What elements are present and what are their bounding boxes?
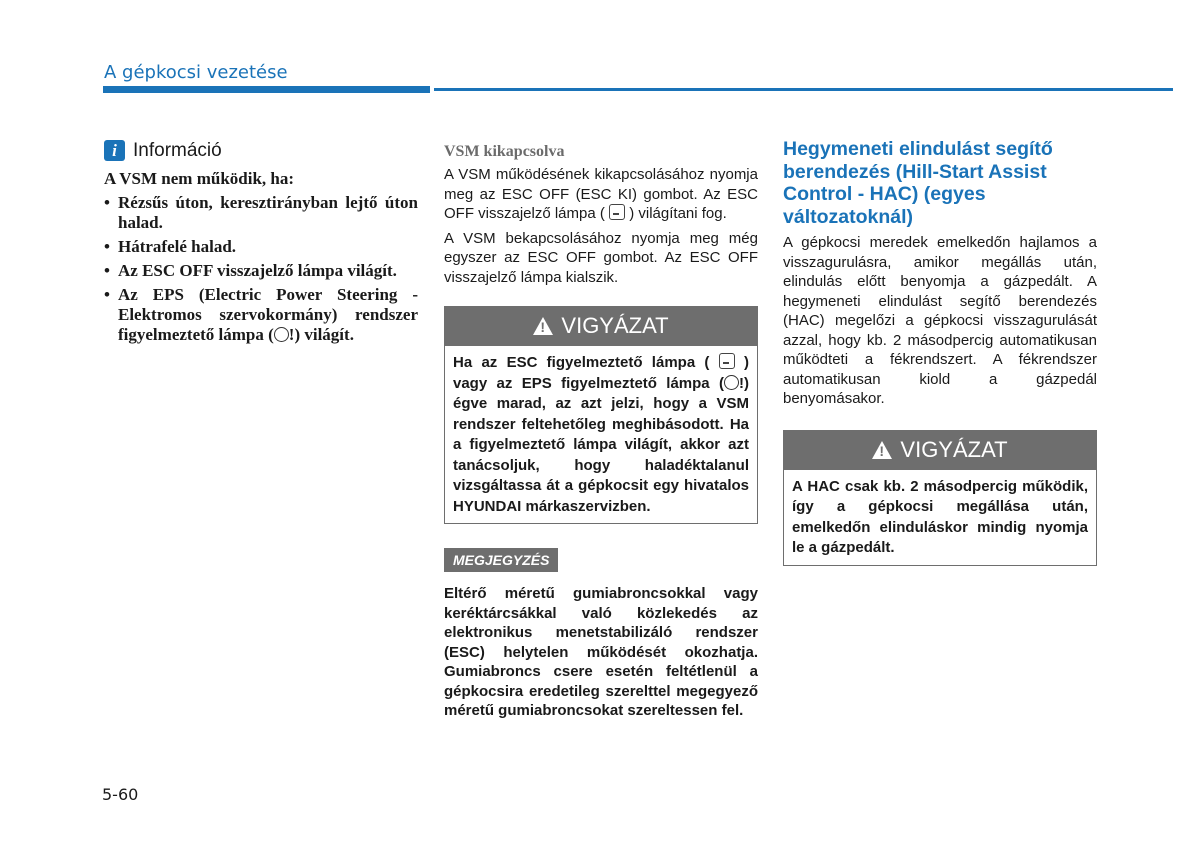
- page-number: 5-60: [102, 785, 139, 804]
- warning-text-part: ) égve marad, az azt jelzi, hogy a VSM rendszer feltehetőleg meghibásodott. Ha a figyelmeztető lámpa világít, akkor azt tanácsoljuk, hogy haladéktalanul vizsgáltassa át a gépkocsit egy hivatalos HYUNDAI márkaszervizben.: [453, 374, 749, 515]
- warning-label: VIGYÁZAT: [561, 313, 669, 338]
- warning-text: A HAC csak kb. 2 másodpercig működik, így a gépkocsi megállása után, emelkedőn elinduláskor mindig nyomja le a gázpedált.: [783, 470, 1097, 566]
- esc-warning-icon: [719, 353, 735, 369]
- eps-glyph-mark: !: [739, 374, 744, 392]
- list-item: [104, 261, 418, 281]
- esc-off-icon: [609, 204, 625, 220]
- warning-text: [444, 346, 758, 524]
- list-item: [104, 193, 418, 233]
- info-list: [104, 193, 418, 345]
- vsm-off-paragraph-2: A VSM bekapcsolásához nyomja meg még egyszer az ESC OFF gombot. Az ESC OFF visszajelző lámpa kialszik.: [444, 229, 758, 286]
- warning-header: [444, 306, 758, 346]
- eps-glyph-mark: !: [288, 325, 295, 344]
- warning-label: VIGYÁZAT: [900, 436, 1008, 462]
- note-text: Eltérő méretű gumiabroncsokkal vagy keréktárcsákkal való közlekedés az elektronikus menetstabilizáló rendszer (ESC) helytelen működését okozhatja. Gumiabroncs csere esetén feltétlenül a gépkocsira eredetileg szerelttel megegyező méretű gumiabroncsokat szereltessen fel.: [444, 585, 758, 719]
- warning-box-2: [783, 430, 1097, 566]
- list-item-text: Az ESC OFF visszajelző lámpa világít.: [118, 261, 397, 280]
- warning-text-part: ) vagy az EPS figyelmeztető lámpa (: [453, 354, 749, 392]
- list-item-text: Az EPS (Electric Power Steering - Elektromos szervokormány) rendszer figyelmeztető lámpa (: [118, 285, 418, 344]
- note-block: [444, 548, 758, 721]
- warning-icon: [533, 317, 553, 335]
- section-title: A gépkocsi vezetése: [104, 62, 288, 83]
- list-item: [104, 285, 418, 345]
- hac-column: [783, 138, 1097, 566]
- header-bar-left: [103, 86, 430, 93]
- eps-warning-icon: [724, 375, 739, 390]
- info-icon: i: [104, 140, 125, 161]
- note-label: MEGJEGYZÉS: [444, 548, 558, 572]
- paragraph-text: A VSM működésének kikapcsolásához nyomja meg az ESC OFF (ESC KI) gombot. Az ESC OFF visszajelző lámpa (: [444, 166, 758, 222]
- info-column: [104, 140, 418, 349]
- info-title: Információ: [133, 139, 222, 161]
- vsm-column: [444, 143, 758, 721]
- list-item-text: Rézsűs úton, keresztirányban lejtő úton halad.: [118, 193, 418, 232]
- warning-header: [783, 430, 1097, 470]
- list-item: [104, 237, 418, 257]
- list-item-text: Hátrafelé halad.: [118, 237, 237, 256]
- hac-title: Hegymeneti elindulást segítő berendezés (Hill-Start Assist Control - HAC) (egyes változatoknál): [783, 138, 1053, 228]
- vsm-off-paragraph-1: [444, 165, 758, 224]
- warning-box-1: [444, 306, 758, 524]
- header-bar-right: [434, 88, 1173, 91]
- warning-icon: [872, 441, 892, 459]
- hac-paragraph: A gépkocsi meredek emelkedőn hajlamos a visszagurulásra, amikor megállás után, elindulás előtt benyomja a gázpedált. A hegymeneti elindulást segítő berendezés (HAC) megelőzi a gépkocsi visszagurulását azzal, hogy kb. 2 másodpercig automatikusan működteti a fékrendszert. A fékrendszer automatikusan kiold a gázpedál benyomásakor.: [783, 234, 1097, 407]
- paragraph-text: ) világítani fog.: [629, 205, 727, 222]
- vsm-off-title: VSM kikapcsolva: [444, 143, 565, 160]
- eps-warning-icon: [274, 327, 289, 342]
- info-intro: A VSM nem működik, ha:: [104, 169, 295, 188]
- list-item-text: ) világít.: [294, 325, 354, 344]
- warning-text-part: Ha az ESC figyelmeztető lámpa (: [453, 354, 710, 371]
- info-header: [104, 140, 418, 161]
